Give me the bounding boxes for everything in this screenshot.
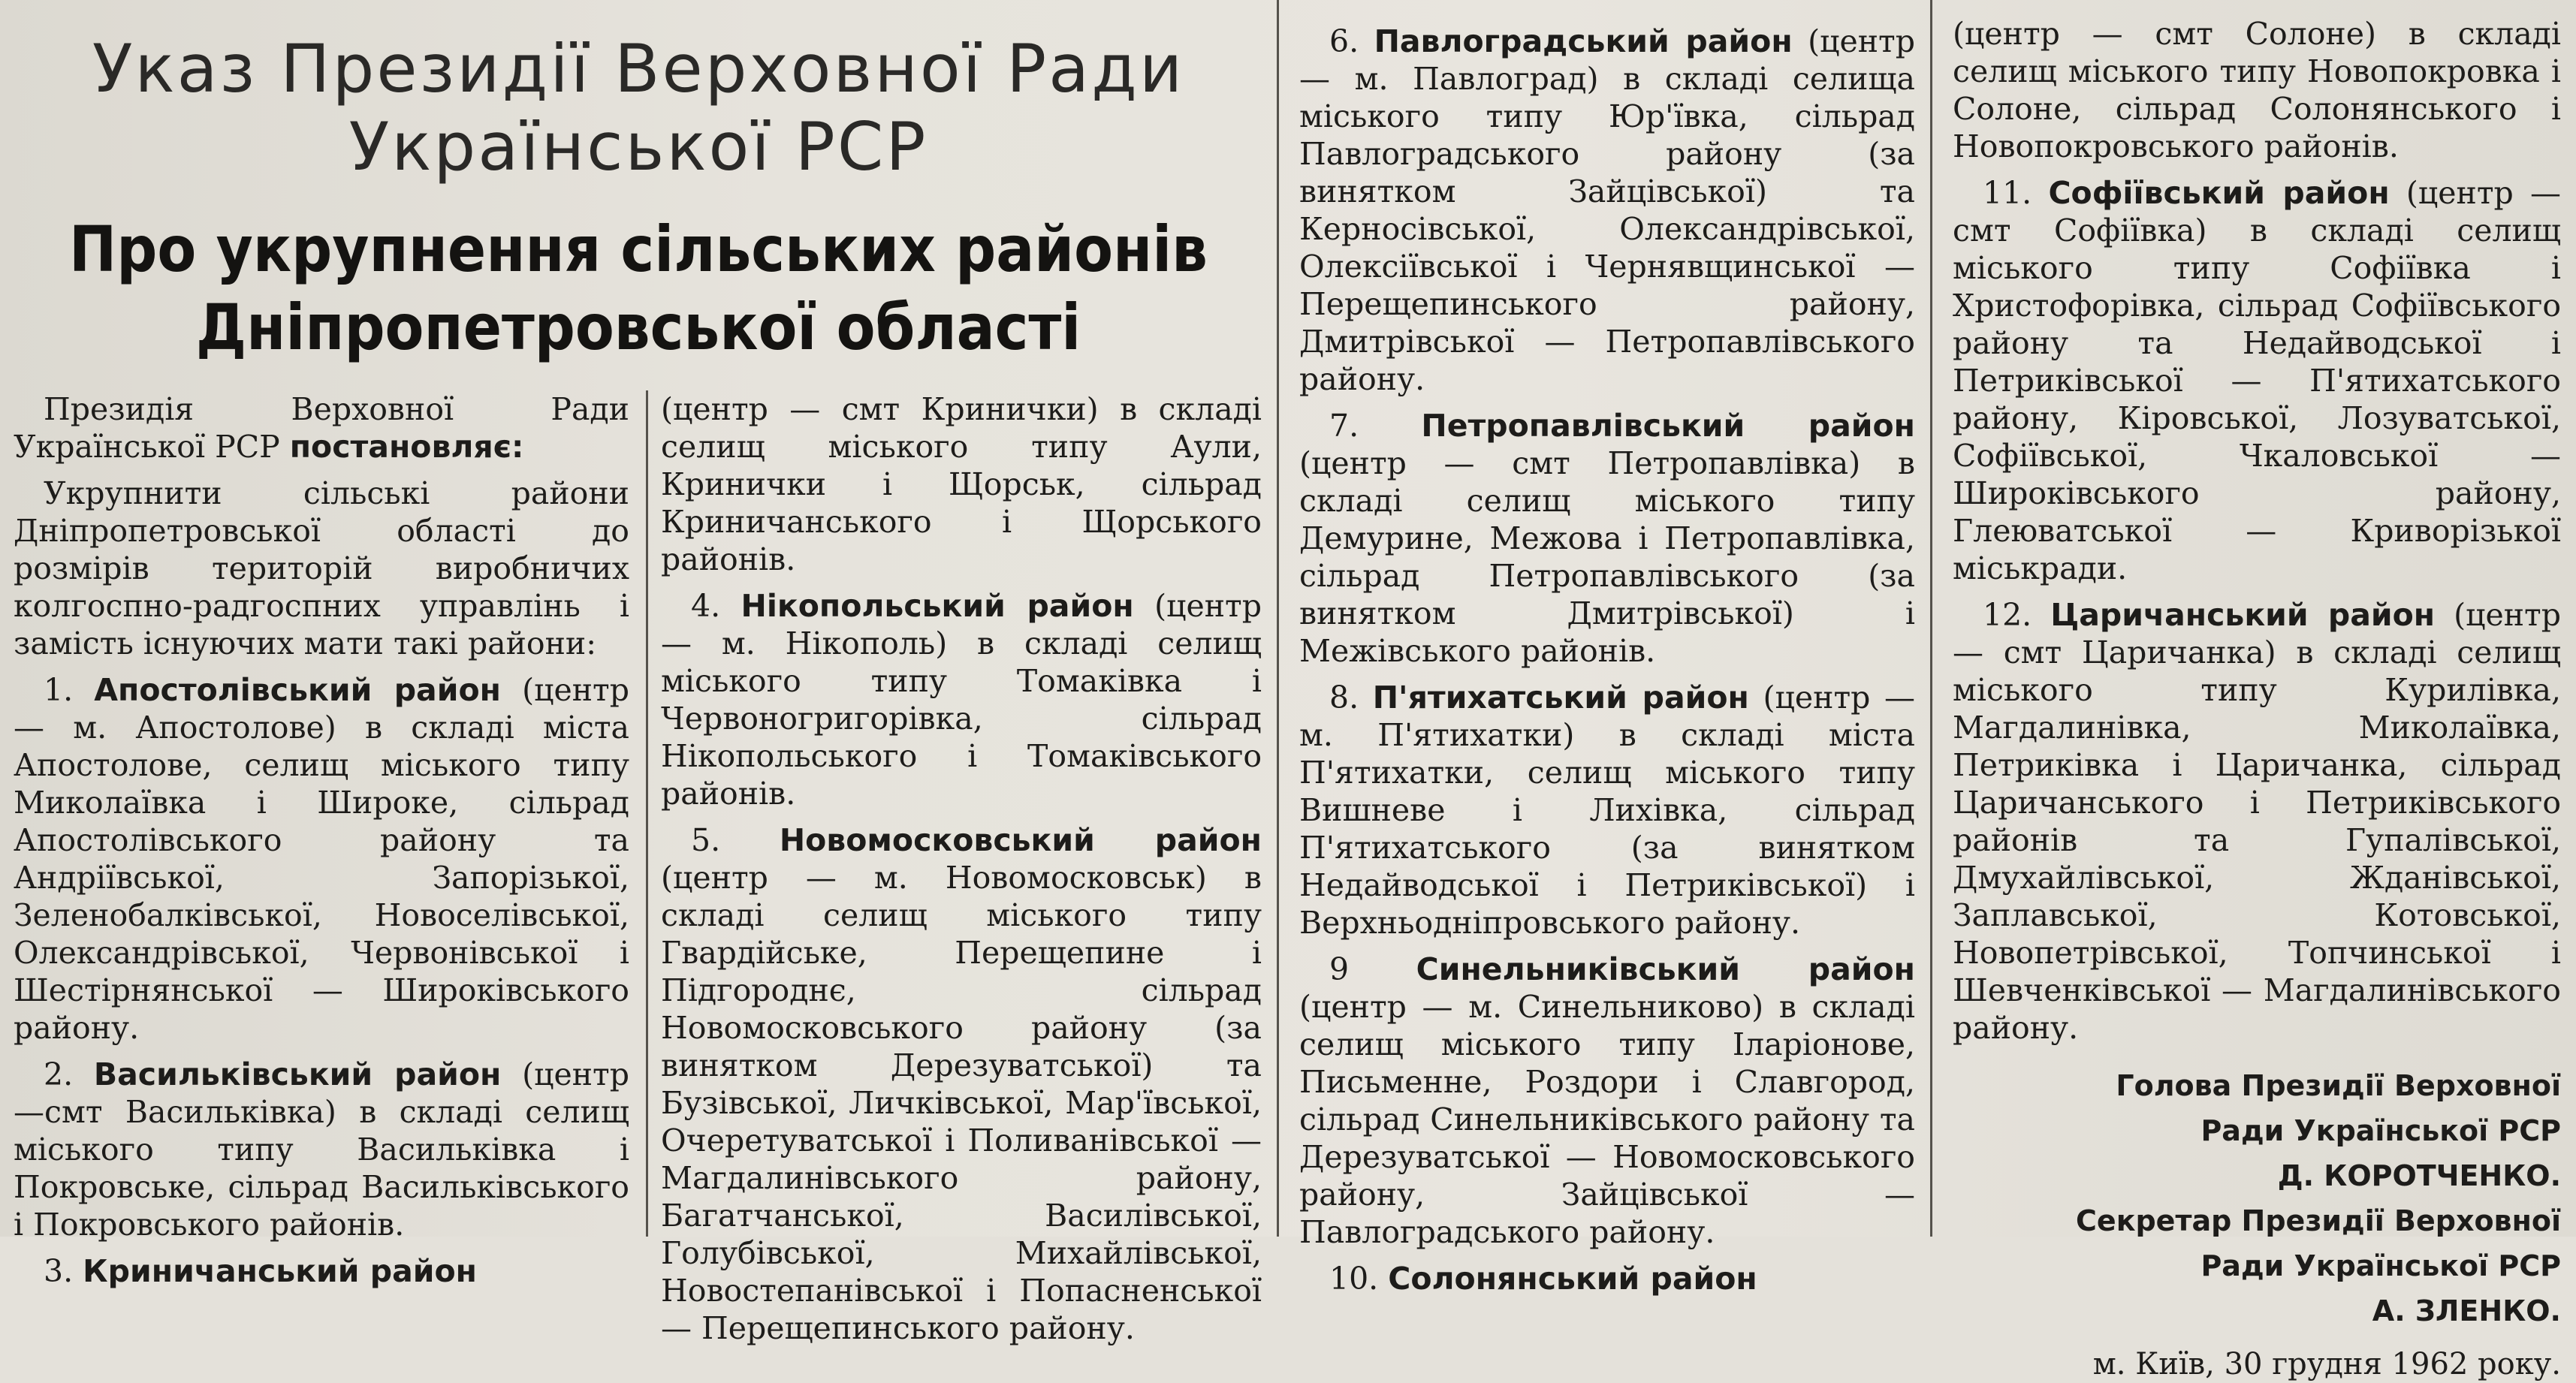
district-paragraph: 3. Криничанський район <box>44 1253 477 1289</box>
text-column-2 <box>661 390 1262 1356</box>
intro-paragraph-2: Укрупнити сільські райони Дніпропетровської області до розмірів територій виробничих колгоспно-радгоспних управлінь і замість існуючих мати такі райони: <box>14 475 629 661</box>
district-paragraph: 10. Солонянський район <box>1329 1261 1757 1297</box>
decree-title-line1: Указ Президії Верховної Ради <box>92 30 1185 107</box>
decree-title <box>0 30 1277 186</box>
district-paragraph-continued: (центр — смт Солоне) в складі селищ міського типу Новопокровка і Солоне, сільрад Солонянського і Новопокровського районів. <box>1953 16 2561 164</box>
district-paragraph: 4. Нікопольський район (центр — м. Нікополь) в складі селищ міського типу Томаківка і Червоногригорівка, сільрад Нікопольського і Томаківського районів. <box>661 588 1262 812</box>
district-name: Васильківський район <box>93 1056 502 1092</box>
district-name: Новомосковський район <box>779 822 1262 858</box>
column-divider <box>646 390 648 1237</box>
district-name: Нікопольський район <box>741 588 1134 624</box>
district-name: Петропавлівський район <box>1421 408 1915 444</box>
decree-subtitle <box>0 210 1277 366</box>
district-paragraph: 9 Синельниківський район (центр — м. Синельниково) в складі селищ міського типу Іларіонове, Письменне, Роздори і Славгород, сільрад Синельниківського району та Дерезуватської — Новомосковського району, Зайцівської — Павлоградського району. <box>1299 951 1915 1250</box>
text-column-3 <box>1299 23 1915 1306</box>
district-name: Синельниківський район <box>1416 951 1915 987</box>
district-paragraph: 1. Апостолівський район (центр — м. Апостолове) в складі міста Апостолове, селищ міського типу Миколаївка і Широке, сільрад Апостолівського району та Андріївської, Запорізької, Зеленобалківської, Новоселівської, Олександрівської, Червонівської і Шестірнянської — Широківського району. <box>14 672 629 1046</box>
district-name: Софіївський район <box>2048 175 2390 211</box>
district-paragraph: 7. Петропавлівський район (центр — смт Петропавлівка) в складі селищ міського типу Демурине, Межова і Петропавлівка, сільрад Петропавлівського (за винятком Дмитрівської) і Межівського районів. <box>1299 408 1915 669</box>
district-paragraph: 5. Новомосковський район (центр — м. Новомосковськ) в складі селищ міського типу Гвардійське, Перещепине і Підгороднє, сільрад Новомосковського району (за винятком Дерезуватської) та Бузівської, Личківської, Мар'ївської, Очеретуватської і Поливанівської — Магдалинівського району, Багатчанської, Василівської, Голубівської, Михайлівської, Новостепанівської і Попасненської — Перещепинського району. <box>661 822 1262 1346</box>
district-name: Криничанський район <box>83 1253 477 1289</box>
decree-title-line2: Української РСР <box>348 108 928 185</box>
chair-name: Д. КОРОТЧЕНКО. <box>2277 1159 2561 1192</box>
district-paragraph: 8. П'ятихатський район (центр — м. П'ятихатки) в складі міста П'ятихатки, селищ міського типу Вишневе і Лихівка, сільрад П'ятихатського (за винятком Недайводської і Петриківської) і Верхньодніпровського району. <box>1299 679 1915 941</box>
text-column-1 <box>14 390 629 1299</box>
district-name: Павлоградський район <box>1374 23 1793 59</box>
secretary-title: Ради Української РСР <box>2200 1249 2561 1282</box>
chair-title: Ради Української РСР <box>2200 1114 2561 1147</box>
text-column-4 <box>1953 15 2561 1383</box>
signature-block <box>1953 1068 2561 1383</box>
district-name: Солонянський район <box>1388 1261 1757 1297</box>
district-paragraph: 12. Царичанський район (центр — смт Царичанка) в складі селищ міського типу Курилівка, Магдалинівка, Миколаївка, Петриківка і Царичанка, сільрад Царичанського і Петриківського районів та Гупалівської, Дмухайлівської, Жданівської, Заплавської, Котовської, Новопетрівської, Топчинської і Шевченківської — Магдалинівського району. <box>1953 597 2561 1046</box>
district-name: Царичанський район <box>2050 597 2436 633</box>
decree-subtitle-line2: Дніпропетровської області <box>195 291 1081 364</box>
district-name: П'ятихатський район <box>1372 679 1749 716</box>
decree-subtitle-line1: Про укрупнення сільських районів <box>69 212 1208 286</box>
district-paragraph: 6. Павлоградський район (центр — м. Павлоград) в складі селища міського типу Юр'ївка, сільрад Павлоградського району (за винятком Зайцівської) та Керносівської, Олександрівської, Олексіївської і Чернявщинської — Перещепинського району, Дмитрівської — Петропавлівського району. <box>1299 23 1915 397</box>
district-paragraph: 2. Васильківський район (центр —смт Васильківка) в складі селищ міського типу Васильківка і Покровське, сільрад Васильківського і Покровського районів. <box>14 1056 629 1243</box>
secretary-name: А. ЗЛЕНКО. <box>2372 1294 2561 1327</box>
chair-title: Голова Президії Верховної <box>2116 1069 2561 1102</box>
intro-paragraph: Президія Верховної Ради Української РСР постановляє: <box>14 391 629 465</box>
secretary-title: Секретар Президії Верховної <box>2076 1204 2561 1237</box>
column-divider <box>1277 0 1279 1237</box>
district-name: Апостолівський район <box>94 672 501 708</box>
place-date: м. Київ, 30 грудня 1962 року. <box>2092 1347 2561 1381</box>
district-paragraph-continued: (центр — смт Кринички) в складі селищ міського типу Аули, Кринички і Щорськ, сільрад Криничанського і Щорського районів. <box>661 391 1262 577</box>
column-divider <box>1930 0 1932 1237</box>
district-paragraph: 11. Софіївський район (центр — смт Софіївка) в складі селищ міського типу Софіївка і Христофорівка, сільрад Софіївського району та Недайводської і Петриківської — П'ятихатського району, Кіровської, Лозуватської, Софіївської, Чкаловської — Широківського району, Глеюватської — Криворізької міськради. <box>1953 175 2561 586</box>
